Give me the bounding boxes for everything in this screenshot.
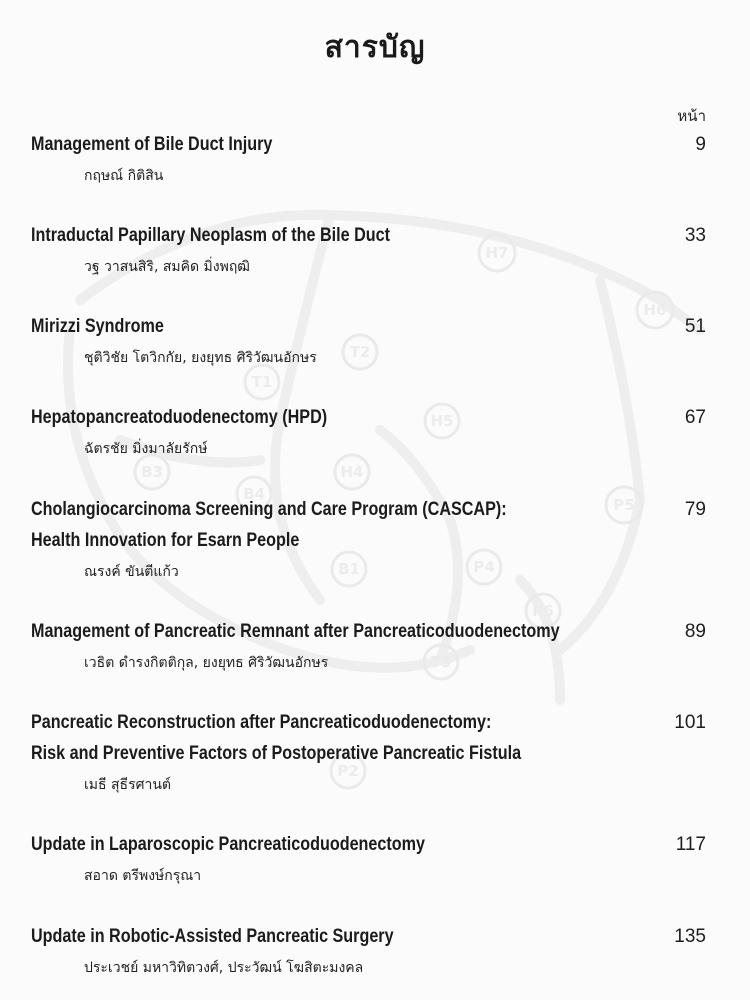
watermark-label: H6	[643, 301, 667, 319]
entry-authors: ฉัตรชัย มิ่งมาลัยรักษ์	[84, 441, 208, 457]
toc-entry[interactable]	[31, 311, 706, 369]
watermark-node-h4	[335, 455, 369, 489]
entry-page-number[interactable]: 9	[695, 134, 706, 155]
entry-title[interactable]	[31, 402, 575, 433]
entry-title-line: Hepatopancreatoduodenectomy (HPD)	[31, 407, 328, 428]
entry-page-number[interactable]: 33	[684, 225, 706, 246]
entry-title[interactable]	[31, 129, 575, 160]
watermark-label: B4	[243, 485, 265, 503]
page-title: สารบัญ	[324, 30, 426, 65]
entry-authors: ประเวชย์ มหาวิทิตวงศ์, ประวัฒน์ โฆสิตะมงคล	[84, 960, 364, 976]
watermark-label: T1	[251, 373, 273, 391]
entry-title[interactable]	[31, 921, 575, 952]
entry-title-line: Management of Bile Duct Injury	[31, 134, 273, 155]
toc-entry[interactable]	[31, 494, 706, 583]
entry-authors: เมธี สุธีรศานต์	[84, 777, 172, 793]
entry-authors: เวธิต ดำรงกิตติกุล, ยงยุทธ ศิริวัฒนอักษร	[84, 655, 329, 671]
watermark-node-b3	[135, 455, 169, 489]
watermark-label: P2	[337, 762, 359, 780]
toc-entry[interactable]	[31, 829, 706, 887]
watermark-label: P5	[613, 496, 635, 514]
entry-title[interactable]	[31, 311, 575, 342]
watermark-label: H7	[485, 244, 509, 262]
entry-title-line: Update in Laparoscopic Pancreaticoduodenectomy	[31, 834, 425, 855]
watermark-label: T2	[349, 343, 371, 361]
watermark-label: B3	[141, 463, 163, 481]
toc-entry[interactable]	[31, 220, 706, 278]
toc-entry[interactable]	[31, 129, 706, 187]
entry-page-number[interactable]: 67	[684, 407, 706, 428]
entry-title-line: Management of Pancreatic Remnant after Pancreaticoduodenectomy	[31, 621, 560, 642]
entry-title[interactable]	[31, 707, 575, 769]
entry-title-line: Health Innovation for Esarn People	[31, 530, 300, 551]
entry-authors: วฐ วาสนสิริ, สมคิด มิ่งพฤฒิ	[84, 259, 250, 275]
watermark-label: H5	[430, 412, 454, 430]
entry-title[interactable]	[31, 616, 575, 647]
entry-authors: สอาด ตรีพงษ์กรุณา	[84, 868, 202, 884]
entry-page-number[interactable]: 135	[674, 926, 706, 947]
entry-title[interactable]	[31, 829, 575, 860]
page-column-header: หน้า	[677, 107, 706, 125]
watermark-label: P6	[532, 602, 554, 620]
entry-page-number[interactable]: 89	[684, 621, 706, 642]
entry-page-number[interactable]: 117	[675, 834, 706, 855]
entry-title-line: Update in Robotic-Assisted Pancreatic Surgery	[31, 926, 394, 947]
entry-title-line: Mirizzi Syndrome	[31, 316, 164, 337]
watermark-node-t1	[245, 365, 279, 399]
entry-page-number[interactable]: 101	[674, 712, 706, 733]
toc-entry[interactable]	[31, 616, 706, 674]
entry-title-line: Risk and Preventive Factors of Postoperative Pancreatic Fistula	[31, 743, 522, 764]
entry-title[interactable]	[31, 220, 575, 251]
entry-title-line: Cholangiocarcinoma Screening and Care Program (CASCAP):	[31, 499, 507, 520]
entry-authors: ณรงค์ ขันตีแก้ว	[84, 564, 179, 580]
entry-title-line: Intraductal Papillary Neoplasm of the Bile Duct	[31, 225, 390, 246]
entry-page-number[interactable]: 51	[684, 316, 706, 337]
watermark-label: H4	[340, 463, 364, 481]
entry-page-number[interactable]: 79	[684, 499, 706, 520]
toc-entry[interactable]	[31, 921, 706, 979]
entry-authors: ชุติวิชัย โตวิกกัย, ยงยุทธ ศิริวัฒนอักษร	[84, 350, 317, 366]
entry-authors: กฤษณ์ กิติสิน	[84, 168, 164, 184]
entry-title[interactable]	[31, 494, 575, 556]
watermark-label: B1	[338, 560, 360, 578]
watermark-label: P4	[473, 558, 495, 576]
watermark-label: T3	[430, 653, 452, 671]
toc-entry[interactable]	[31, 402, 706, 460]
entry-title-line: Pancreatic Reconstruction after Pancreaticoduodenectomy:	[31, 712, 492, 733]
toc-entry[interactable]	[31, 707, 706, 796]
